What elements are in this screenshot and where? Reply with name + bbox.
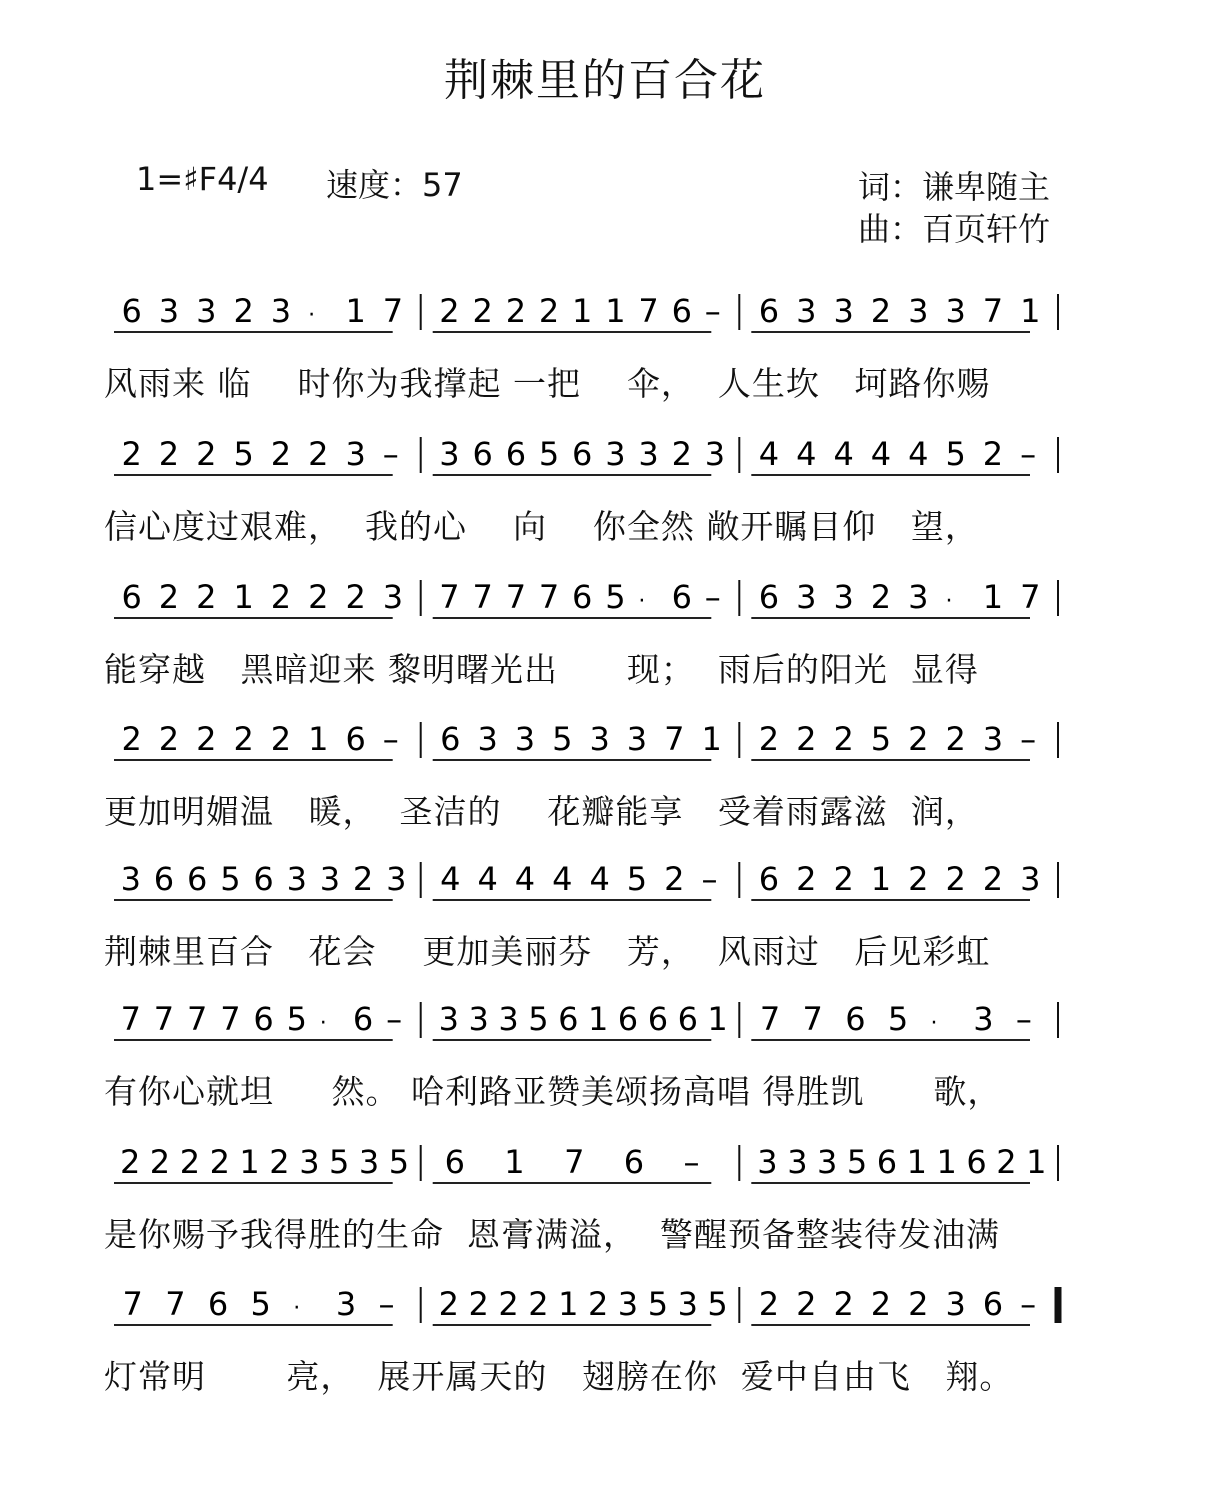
note: 2 [233,720,254,758]
note: 5 [626,860,648,898]
note: 7 [982,292,1004,330]
note: 2 [664,860,685,898]
note: 2 [758,720,780,758]
note: 2 [870,578,892,616]
note: 1 [707,1000,728,1038]
note: 3 [270,292,292,330]
dot-mark: · [638,589,646,614]
note: 5 [528,1000,549,1038]
score-system [0,990,1210,1120]
note: 2 [472,292,493,330]
note: 3 [439,435,460,473]
notation-line [0,1133,1210,1205]
note: 1 [572,292,593,330]
note: 2 [908,1285,929,1323]
score-system [0,850,1210,980]
note: 6 [758,292,780,330]
note: 6 [572,578,593,616]
note: 3 [196,292,217,330]
note: 2 [870,292,892,330]
note: 2 [121,435,142,473]
note: 2 [833,1285,854,1323]
note: 3 [438,1000,459,1038]
note: 5 [329,1143,350,1181]
note: 3 [589,720,610,758]
sustain-dash: – [1020,1285,1037,1323]
note: 2 [345,578,366,616]
note: 3 [1020,860,1041,898]
note: 2 [908,860,929,898]
note: 3 [796,292,817,330]
lyricist-credit: 词：谦卑随主 [858,168,1051,206]
note: 2 [945,720,966,758]
score-system [0,1133,1210,1263]
note: 1 [588,1000,609,1038]
dot-mark: · [945,589,953,614]
note: 4 [589,860,610,898]
note: 7 [220,1000,241,1038]
note: 6 [558,1000,579,1038]
note: 2 [233,292,254,330]
note: 4 [440,860,461,898]
note: 7 [1020,578,1041,616]
note: 6 [187,860,208,898]
note: 2 [196,435,217,473]
note: 3 [945,292,966,330]
note: 2 [149,1143,171,1181]
note: 5 [388,1143,410,1181]
sustain-dash: – [704,292,721,330]
note: 2 [870,1285,892,1323]
note: 6 [121,578,142,616]
song-title: 荆棘里的百合花 [444,55,766,106]
note: 6 [982,1285,1004,1323]
note: 3 [319,860,341,898]
note: 7 [564,1143,585,1181]
note: 2 [528,1285,549,1323]
sustain-dash: – [382,435,399,473]
note: 6 [472,435,493,473]
notation-line [0,568,1210,640]
note: 3 [605,435,626,473]
note: 7 [638,292,659,330]
note: 5 [250,1285,271,1323]
note: 5 [945,435,966,473]
note: 1 [239,1143,260,1181]
sustain-dash: – [683,1143,700,1181]
sustain-dash: – [386,1000,403,1038]
note: 5 [605,578,626,616]
note: 2 [498,1285,519,1323]
note: 3 [498,1000,519,1038]
note: 5 [707,1285,728,1323]
note: 6 [121,292,142,330]
note: 1 [345,292,366,330]
note: 2 [758,1285,780,1323]
note: 2 [120,1143,141,1181]
note: 1 [308,720,329,758]
dot-mark: · [308,303,316,328]
score-system [0,282,1210,412]
note: 3 [817,1143,838,1181]
note: 6 [207,1285,229,1323]
note: 4 [908,435,929,473]
note: 6 [758,578,780,616]
note: 7 [538,578,560,616]
note: 2 [438,1285,459,1323]
lyrics-line: 信心度过艰难， 我的心 向 你全然 敞开瞩目仰 望， [104,507,979,546]
dot-mark: · [930,1011,938,1036]
note: 2 [505,292,527,330]
notation-line [0,282,1210,354]
note: 6 [671,578,692,616]
note: 3 [757,1143,778,1181]
note: 3 [468,1000,489,1038]
note: 7 [439,578,460,616]
note: 3 [286,860,307,898]
note: 6 [572,435,593,473]
notation-line [0,1275,1210,1347]
note: 3 [514,720,536,758]
note: 3 [677,1285,698,1323]
note: 6 [617,1000,639,1038]
note: 4 [552,860,573,898]
note: 2 [196,720,217,758]
note: 2 [538,292,560,330]
score-system [0,425,1210,555]
note: 4 [870,435,892,473]
note: 6 [253,860,274,898]
note: 2 [439,292,460,330]
note: 3 [945,1285,966,1323]
note: 3 [833,578,854,616]
note: 3 [626,720,648,758]
note: 3 [158,292,180,330]
note: 3 [908,578,929,616]
note: 7 [664,720,685,758]
note: 2 [269,1143,290,1181]
note: 5 [887,1000,909,1038]
note: 5 [233,435,254,473]
sustain-dash: – [704,578,721,616]
lyrics-line: 能穿越 黑暗迎来 黎明曙光出 现； 雨后的阳光 显得 [104,650,979,689]
note: 2 [270,578,292,616]
note: 4 [758,435,780,473]
lyrics-line: 有你心就坦 然。 哈利路亚赞美颂扬高唱 得胜凯 歌， [104,1072,1002,1111]
note: 3 [120,860,141,898]
sustain-dash: – [1020,435,1037,473]
note: 7 [382,292,404,330]
note: 2 [308,578,329,616]
tempo: 速度：57 [326,166,463,204]
note: 6 [352,1000,374,1038]
note: 3 [382,578,404,616]
note: 6 [966,1143,987,1181]
note: 1 [605,292,626,330]
note: 5 [220,860,241,898]
note: 2 [982,435,1004,473]
lyrics-line: 荆棘里百合 花会 更加美丽芬 芳， 风雨过 后见彩虹 [104,932,991,971]
lyrics-line: 灯常明 亮， 展开属天的 翅膀在你 爱中自由飞 翔。 [104,1357,1014,1396]
note: 1 [982,578,1004,616]
note: 6 [876,1143,898,1181]
note: 2 [671,435,692,473]
note: 5 [870,720,892,758]
note: 1 [1026,1143,1047,1181]
note: 7 [153,1000,175,1038]
note: 7 [165,1285,186,1323]
notation-line [0,850,1210,922]
lyrics-line: 更加明媚温 暖， 圣洁的 花瓣能享 受着雨露滋 润， [104,792,979,831]
note: 6 [671,292,692,330]
note: 2 [468,1285,489,1323]
note: 3 [386,860,407,898]
sustain-dash: – [1015,1000,1032,1038]
note: 2 [588,1285,609,1323]
note: 3 [617,1285,639,1323]
note: 5 [286,1000,307,1038]
key-signature: 1=♯F4/4 [136,160,269,198]
note: 6 [623,1143,645,1181]
note: 2 [796,720,817,758]
note: 1 [504,1143,525,1181]
note: 1 [233,578,254,616]
note: 6 [440,720,461,758]
note: 3 [796,578,817,616]
note: 7 [472,578,493,616]
note: 2 [996,1143,1017,1181]
note: 3 [299,1143,320,1181]
note: 4 [796,435,817,473]
note: 7 [122,1285,143,1323]
note: 7 [120,1000,141,1038]
note: 5 [647,1285,669,1323]
note: 2 [308,435,329,473]
note: 3 [982,720,1004,758]
note: 3 [787,1143,808,1181]
note: 6 [758,860,780,898]
sustain-dash: – [378,1285,395,1323]
note: 6 [677,1000,698,1038]
note: 6 [253,1000,274,1038]
note: 2 [833,860,854,898]
note: 7 [187,1000,208,1038]
note: 2 [796,860,817,898]
note: 2 [209,1143,230,1181]
notation-line [0,710,1210,782]
note: 2 [833,720,854,758]
score-system [0,710,1210,840]
sustain-dash: – [1020,720,1037,758]
note: 3 [638,435,659,473]
dot-mark: · [293,1296,301,1321]
note: 1 [1020,292,1041,330]
note: 6 [845,1000,866,1038]
note: 3 [908,292,929,330]
note: 6 [647,1000,669,1038]
note: 1 [701,720,722,758]
note: 7 [802,1000,823,1038]
note: 2 [908,720,929,758]
score-system [0,1275,1210,1405]
note: 3 [335,1285,357,1323]
note: 5 [538,435,560,473]
note: 3 [704,435,726,473]
note: 4 [514,860,536,898]
score-system [0,568,1210,698]
composer-credit: 曲：百页轩竹 [858,210,1051,248]
note: 1 [558,1285,579,1323]
note: 2 [945,860,966,898]
note: 1 [936,1143,957,1181]
note: 2 [196,578,217,616]
note: 3 [345,435,366,473]
note: 2 [121,720,142,758]
note: 2 [352,860,374,898]
note: 3 [358,1143,380,1181]
note: 5 [846,1143,868,1181]
note: 2 [179,1143,201,1181]
note: 5 [552,720,573,758]
note: 4 [833,435,854,473]
note: 7 [759,1000,781,1038]
note: 1 [870,860,892,898]
note: 7 [505,578,527,616]
note: 3 [477,720,498,758]
note: 6 [345,720,366,758]
note: 6 [444,1143,465,1181]
notation-line [0,425,1210,497]
note: 2 [982,860,1004,898]
note: 3 [833,292,854,330]
note: 3 [973,1000,994,1038]
sustain-dash: – [701,860,718,898]
note: 6 [505,435,527,473]
note: 4 [477,860,498,898]
note: 2 [270,720,292,758]
note: 6 [153,860,175,898]
note: 1 [906,1143,927,1181]
note: 2 [158,435,180,473]
lyrics-line: 是你赐予我得胜的生命 恩膏满溢， 警醒预备整装待发油满 [104,1215,1000,1254]
lyrics-line: 风雨来 临 时你为我撑起 一把 伞， 人生坎 坷路你赐 [104,364,991,403]
notation-line [0,990,1210,1062]
note: 2 [270,435,292,473]
sustain-dash: – [382,720,399,758]
note: 2 [158,720,180,758]
dot-mark: · [319,1011,327,1036]
note: 2 [796,1285,817,1323]
note: 2 [158,578,180,616]
